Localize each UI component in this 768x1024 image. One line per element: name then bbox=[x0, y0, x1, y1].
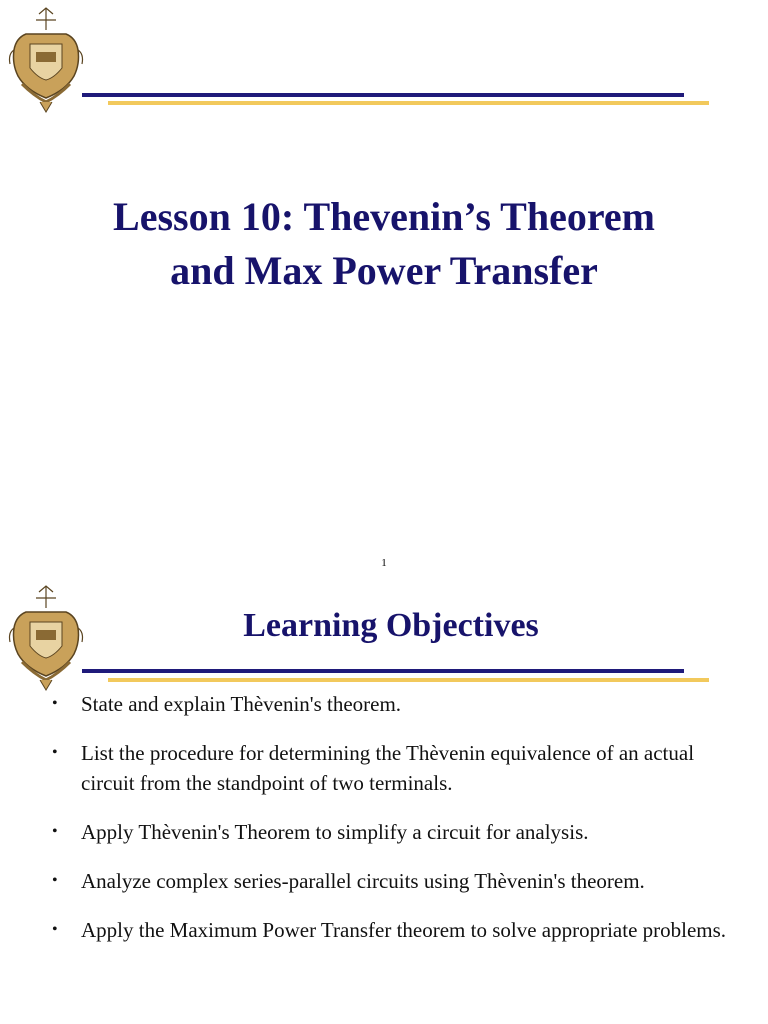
objective-text: List the procedure for determining the Thèvenin equivalence of an actual circuit from the standpoint of two terminals. bbox=[81, 741, 695, 795]
bullet-dot-icon: • bbox=[52, 823, 58, 840]
header-rule-gold bbox=[108, 101, 709, 105]
list-item bbox=[48, 817, 748, 847]
header-rule-gold bbox=[108, 678, 709, 682]
lesson-title-line-1: Lesson 10: Thevenin’s Theorem bbox=[113, 194, 655, 239]
bullet-dot-icon: • bbox=[52, 872, 58, 889]
bullet-dot-icon: • bbox=[52, 744, 58, 761]
list-item bbox=[48, 915, 748, 945]
objective-text: Apply Thèvenin's Theorem to simplify a circuit for analysis. bbox=[81, 820, 589, 844]
objective-text: Analyze complex series-parallel circuits using Thèvenin's theorem. bbox=[81, 869, 645, 893]
bullet-dot-icon: • bbox=[52, 921, 58, 938]
header-rule-navy bbox=[82, 93, 684, 97]
lesson-title-line-2: and Max Power Transfer bbox=[170, 248, 598, 293]
objective-text: Apply the Maximum Power Transfer theorem to solve appropriate problems. bbox=[81, 918, 727, 942]
objectives-list bbox=[48, 689, 748, 964]
naval-academy-crest-icon bbox=[6, 4, 86, 114]
objectives-slide bbox=[0, 576, 768, 1024]
header-rule-navy bbox=[82, 669, 684, 673]
list-item bbox=[48, 689, 748, 719]
lesson-title bbox=[0, 190, 768, 298]
list-item bbox=[48, 738, 748, 798]
objectives-title: Learning Objectives bbox=[243, 607, 539, 644]
bullet-dot-icon: • bbox=[52, 695, 58, 712]
list-item bbox=[48, 866, 748, 896]
page-number: 1 bbox=[381, 557, 387, 569]
objective-text: State and explain Thèvenin's theorem. bbox=[81, 692, 402, 716]
